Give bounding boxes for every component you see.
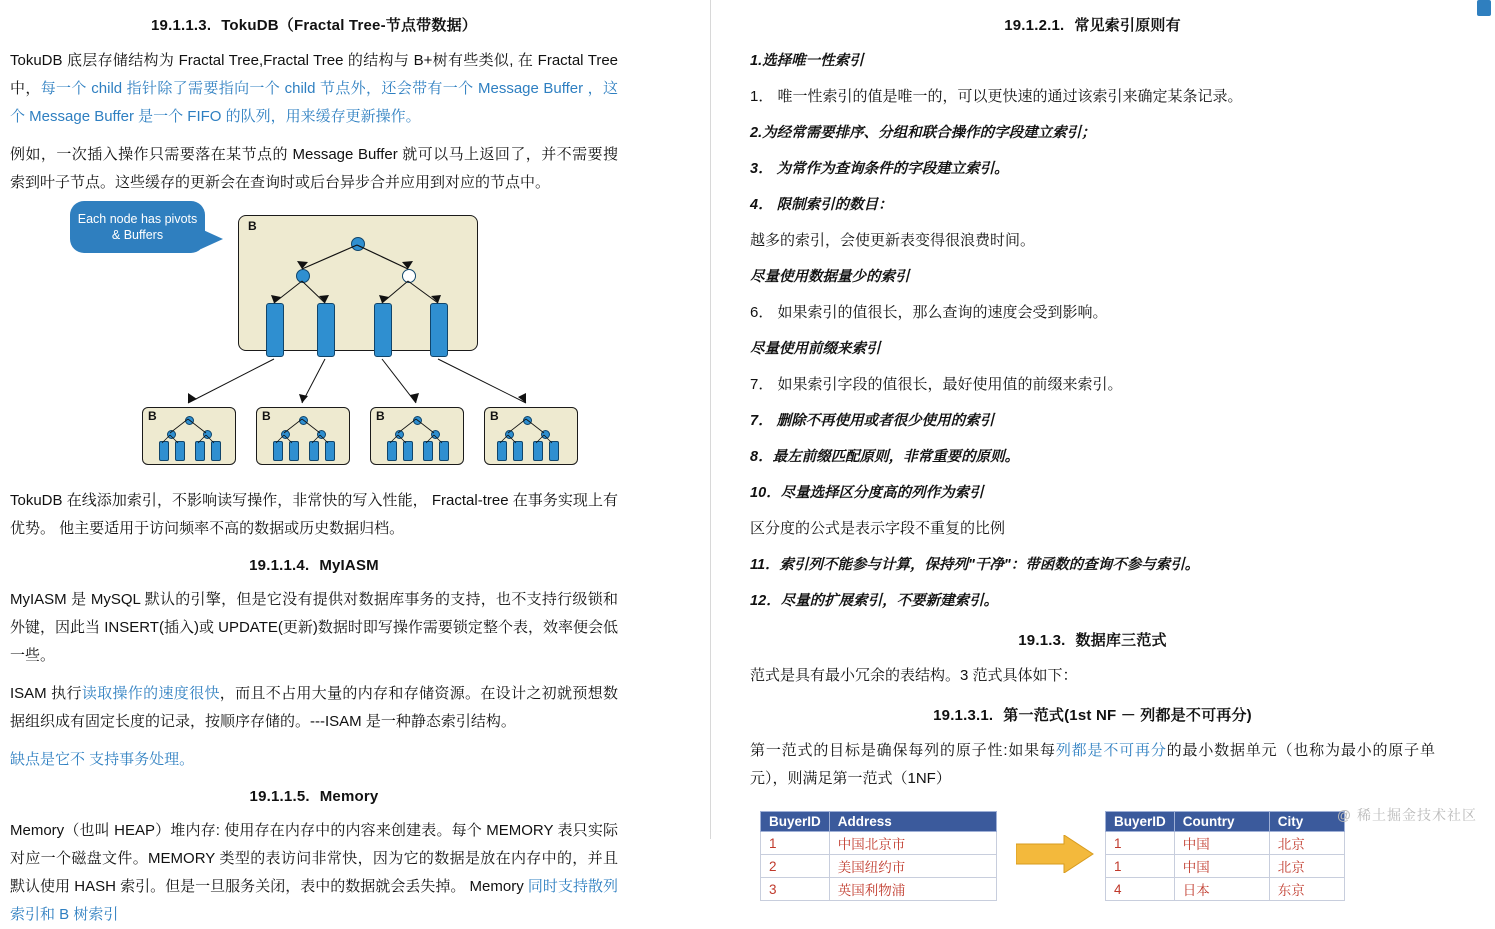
column-header: Address (829, 812, 996, 832)
list-item: 越多的索引，会使更新表变得很浪费时间。 (750, 232, 1036, 249)
text-run-highlight: 每一个 child 指针除了需要指向一个 child 节点外，还会带有一个 Message Buffer ，这个 Message Buffer 是一个 FIFO 的队列，用来缓存更新操作。 (10, 80, 618, 125)
list-item: 2.为经常需要排序、分组和联合操作的字段建立索引； (750, 125, 1096, 141)
heading-tokudb (10, 14, 618, 35)
heading-title: Memory (319, 788, 379, 805)
list-item: 1.选择唯一性索引 (750, 53, 864, 69)
table-row (761, 855, 997, 878)
heading-title: 常见索引原则有 (1074, 17, 1181, 34)
list-item: 7． 如果索引字段的值很长，最好使用值的前缀来索引。 (750, 376, 1123, 393)
list-item: 1． 唯一性索引的值是唯一的，可以更快速的通过该索引来确定某条记录。 (750, 88, 1243, 105)
cell: 3 (761, 878, 830, 901)
table-before-normalization (760, 811, 997, 901)
text-run-highlight: 引 (103, 906, 119, 923)
paragraph-tokudb-intro (10, 47, 618, 131)
leaf-node-label: B (376, 409, 385, 423)
paragraph-isam (10, 680, 618, 736)
heading-first-normal-form (750, 704, 1435, 725)
list-item: 3． 为常作为查询条件的字段建立索引。 (750, 161, 1009, 177)
column-header: BuyerID (761, 812, 830, 832)
index-principles-list (750, 47, 1435, 615)
table-after-normalization (1105, 811, 1345, 901)
table-row (761, 832, 997, 855)
heading-number: 19.1.3.1. (933, 707, 994, 724)
table-row (761, 878, 997, 901)
heading-number: 19.1.1.3. (151, 17, 212, 34)
heading-three-normal-forms (750, 629, 1435, 650)
table-row (1106, 878, 1345, 901)
cell: 中国 (1174, 855, 1269, 878)
right-column (710, 0, 1495, 898)
paragraph-normal-forms-intro: 范式是具有最小冗余的表结构。3 范式具体如下： (750, 667, 1078, 684)
list-item: 尽量使用前缀来索引 (750, 341, 881, 357)
paragraph-tokudb-summary: TokuDB 在线添加索引，不影响读写操作，非常快的写入性能， Fractal-tree 在事务实现上有优势。 他主要适用于访问频率不高的数据或历史数据归档。 (10, 492, 618, 537)
heading-memory (10, 788, 618, 805)
text-run: 的最小数据单元（也称为最小的原子单元），则满足第一范式（1NF） (750, 742, 1435, 787)
paragraph-message-buffer: 例如，一次插入操作只需要落在某节点的 Message Buffer 就可以马上返回了，并不需要搜索到叶子节点。这些缓存的更新会在查询时或后台异步合并应用到对应的节点中。 (10, 146, 618, 191)
table-row (1106, 855, 1345, 878)
cell: 4 (1106, 878, 1175, 901)
list-item: 区分度的公式是表示字段不重复的比例 (750, 520, 1006, 537)
cell: 北京 (1269, 855, 1344, 878)
text-run: ISAM 执行 (10, 685, 82, 702)
text-run: ，而且不占用大量的内存和存储资源。在设计之初就预想数据组织成有固定长度的记录，按顺序存储的。---ISAM 是一种静态索引结构。 (10, 685, 618, 730)
cell: 1 (1106, 832, 1175, 855)
heading-myiasm (10, 557, 618, 574)
scroll-indicator[interactable] (1477, 0, 1491, 16)
cell: 中国北京市 (829, 832, 996, 855)
heading-number: 19.1.3. (1018, 632, 1066, 649)
paragraph-isam-drawback: 缺点是它不 支持事务处理。 (10, 751, 195, 768)
list-item: 10．尽量选择区分度高的列作为索引 (750, 485, 984, 501)
callout-bubble: Each node has pivots & Buffers (70, 201, 205, 253)
list-item: 12．尽量的扩展索引，不要新建索引。 (750, 593, 999, 609)
cell: 北京 (1269, 832, 1344, 855)
list-item: 4． 限制索引的数目： (750, 197, 893, 213)
cell: 东京 (1269, 878, 1344, 901)
column-header: Country (1174, 812, 1269, 832)
heading-title: 第一范式(1st NF － 列都是不可再分) (1003, 707, 1252, 724)
leaf-node-label: B (262, 409, 271, 423)
list-item: 7． 删除不再使用或者很少使用的索引 (750, 413, 995, 429)
cell: 美国纽约市 (829, 855, 996, 878)
normalization-tables-figure (750, 811, 1435, 898)
heading-title: TokuDB（Fractal Tree-节点带数据） (221, 17, 477, 34)
fractal-tree-figure (10, 207, 630, 477)
heading-number: 19.1.1.5. (249, 788, 310, 805)
cell: 中国 (1174, 832, 1269, 855)
cell: 英国利物浦 (829, 878, 996, 901)
cell: 1 (1106, 855, 1175, 878)
cell: 1 (761, 832, 830, 855)
list-item: 8．最左前缀匹配原则，非常重要的原则。 (750, 449, 1020, 465)
table-header-row (1106, 812, 1345, 832)
cell: 日本 (1174, 878, 1269, 901)
text-run: 第一范式的目标是确保每列的原子性:如果每 (750, 742, 1056, 759)
root-node-label: B (248, 219, 257, 233)
heading-title: MyIASM (319, 557, 379, 574)
watermark: @ 稀土掘金技术社区 (1336, 807, 1477, 823)
column-header: City (1269, 812, 1344, 832)
table-row (1106, 832, 1345, 855)
paragraph-myiasm: MyIASM 是 MySQL 默认的引擎，但是它没有提供对数据库事务的支持，也不支持行级锁和外键，因此当 INSERT(插入)或 UPDATE(更新)数据时即写操作需要锁定整个表，效率便会低一些。 (10, 591, 618, 664)
heading-index-principles (750, 14, 1435, 35)
text-run-highlight: 同时支持散列索引和 B 树索 (10, 878, 618, 923)
heading-title: 数据库三范式 (1075, 632, 1167, 649)
left-column (0, 0, 710, 923)
leaf-node-label: B (490, 409, 499, 423)
list-item: 11．索引列不能参与计算，保持列"干净"：带函数的查询不参与索引。 (750, 557, 1200, 573)
list-item: 尽量使用数据量少的索引 (750, 269, 910, 285)
heading-number: 19.1.2.1. (1004, 17, 1065, 34)
text-run-highlight: 读取操作的速度很快 (81, 685, 220, 702)
heading-number: 19.1.1.4. (249, 557, 310, 574)
text-run: Memory（也叫 HEAP）堆内存: 使用存在内存中的内容来创建表。每个 MEMORY 表只实际对应一个磁盘文件。MEMORY 类型的表访问非常快，因为它的数据是放在内存中的，并且默认使用 HASH 索引。但是一旦服务关闭，表中的数据就会丢失掉。 Memory (10, 822, 618, 895)
text-run: TokuDB 底层存储结构为 Fractal Tree,Fractal Tree 的结构与 B+树有些类似, 在 Fractal Tree 中， (10, 52, 618, 97)
leaf-node-label: B (148, 409, 157, 423)
table-header-row (761, 812, 997, 832)
column-header: BuyerID (1106, 812, 1175, 832)
text-run-highlight: 列都是不可再分 (1055, 742, 1167, 759)
list-item: 6． 如果索引的值很长，那么查询的速度会受到影响。 (750, 304, 1108, 321)
cell: 2 (761, 855, 830, 878)
paragraph-first-normal-form (750, 737, 1435, 793)
paragraph-memory (10, 817, 618, 929)
